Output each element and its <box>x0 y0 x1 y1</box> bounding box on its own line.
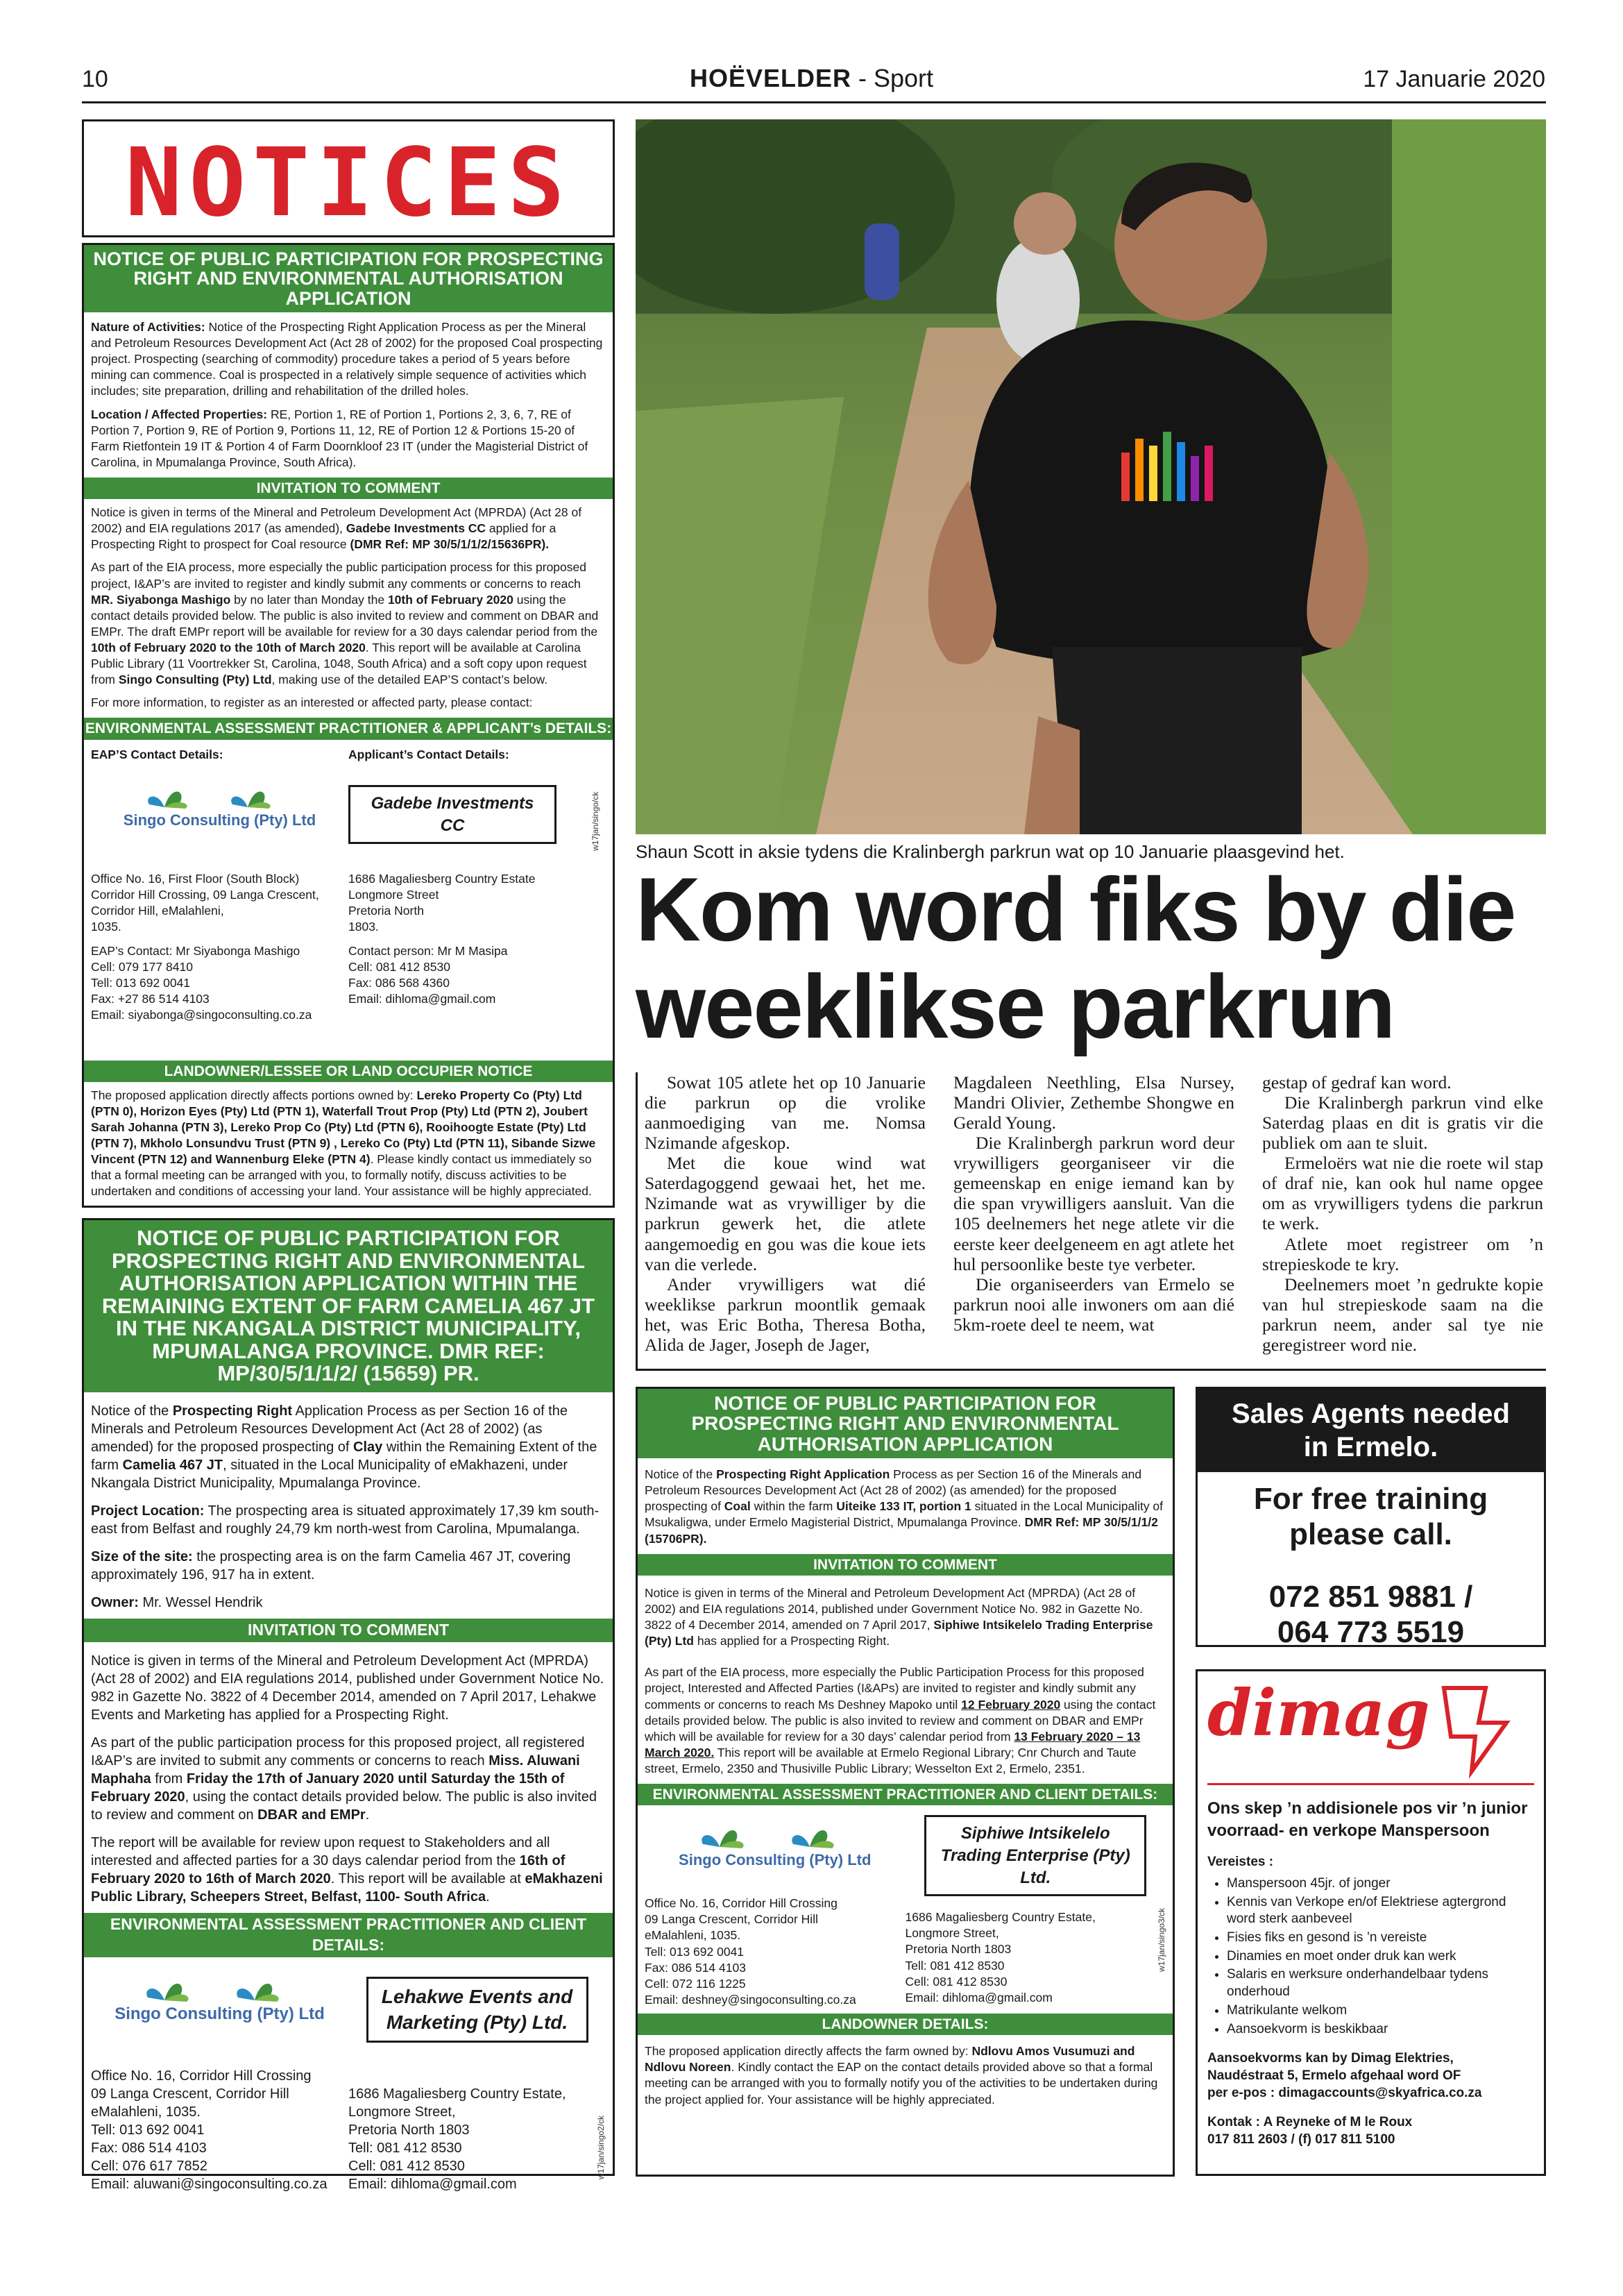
dimag-job-ad <box>1196 1669 1546 2176</box>
invitation-paragraph-1: Notice is given in terms of the Mineral and Petroleum Development Act (MPRDA) (Act 28 of 2002) and EIA regulations 2017 (as amended), Gadebe Investments CC applied for a Prospecting Right to prospect for Coal resource (DMR Ref: MP 30/5/1/1/2/15636PR). <box>91 505 582 552</box>
client-details: 1686 Magaliesberg Country Estate, Longmore Street, Pretoria North 1803 Tell: 081 412 8530 Cell: 081 412 8530 Email: dihloma@gmail.com <box>348 2086 566 2192</box>
eap-address: Office No. 16, First Floor (South Block) Corridor Hill Crossing, 09 Langa Crescent, Corridor Hill, eMalahleni, 1035. <box>91 871 319 934</box>
invitation-paragraph-3: For more information, to register as an interested or affected party, please contact: <box>91 695 533 710</box>
notice-prospecting-uiteike <box>636 1387 1175 2177</box>
invitation-paragraph-1: Notice is given in terms of the Mineral and Petroleum Development Act (MPRDA) (Act 28 of 2002) and EIA regulations 2014, published under Government Notice No. 982 in Gazette No. 3822 of 4 December 2014, amended on 7 April 2017, Lehakwe Events and Marketing has applied for a Prospecting Right. <box>91 1653 604 1723</box>
list-item: • Manspersoon 45jr. of jonger <box>1227 1875 1534 1893</box>
notice-title: NOTICE OF PUBLIC PARTICIPATION FOR PROSPECTING RIGHT AND ENVIRONMENTAL AUTHORISATION APPLICATION <box>84 245 613 312</box>
sales-phone-numbers: 072 851 9881 / 064 773 5519 <box>1268 1580 1473 1649</box>
list-item: • Aansoekvorm is beskikbaar <box>1227 2021 1534 2038</box>
notices-banner <box>82 119 615 237</box>
applicant-contact: Contact person: Mr M Masipa Cell: 081 412 8530 Fax: 086 568 4360 Email: dihloma@gmail.com <box>348 944 508 1006</box>
article-column-1: Sowat 105 atlete het op 10 Januarie die parkrun op die vrolike aanmoediging van me. Nomsa Nzimande afgeskop. Met die koue wind wat Saterdagoggend gewaai het, het me. Nzimande wat as vrywilliger by die parkrun gewerk het, die atlete aangemoedig en gou was die koue iets van die verlede. Ander vrywilligers wat dié weeklikse parkrun moontlik gemaak het, was Eric Botha, Theresa Botha, Alida de Jager, Joseph de Jager, <box>645 1072 926 1355</box>
article-body <box>636 1072 1546 1371</box>
client-company-box: Siphiwe Intsikelelo Trading Enterprise (Pty) Ltd. <box>924 1815 1146 1896</box>
location-paragraph: Project Location: The prospecting area is situated approximately 17,39 km south-east from Belfast and roughly 24,79 km north-west from Carolina, Mpumalanga. <box>91 1503 600 1537</box>
list-item: • Dinamies en moet onder druk kan werk <box>1227 1948 1534 1966</box>
invitation-paragraph-2: As part of the public participation process for this proposed project, all registered I&AP’s are invited to submit any comments or concerns to reach Miss. Aluwani Maphaha from Friday the 17th of January 2020 until Saturday the 15th of February 2020, using the contact details provided below. The public is also invited to review and comment on DBAR and EMPr. <box>91 1734 597 1823</box>
singo-logo: Singo Consulting (Pty) Ltd <box>91 1968 348 2052</box>
client-company-box: Lehakwe Events and Marketing (Pty) Ltd. <box>366 1977 588 2043</box>
dimag-logo: dimag <box>1207 1675 1430 1750</box>
invitation-heading: INVITATION TO COMMENT <box>84 1619 613 1642</box>
article-column-2: Magdaleen Neethling, Elsa Nursey, Mandri Olivier, Zethembe Shongwe en Gerald Young. Die Kralinbergh parkrun word deur vrywilligers georganiseer vir die gemeenskap en enige iemand kan by die span vrywilligers aansluit. Van die 105 deelnemers het nege atlete vir die eerste keer deelgeneem en agt atlete het hul persoonlike beste tye verbeter. Die organiseerders van Ermelo se parkrun nooi alle inwoners om aan dié 5km-roete deel te neem, wat <box>953 1072 1234 1335</box>
size-paragraph: Size of the site: the prospecting area is on the farm Camelia 467 JT, covering approximately 196, 917 ha in extent. <box>91 1548 571 1582</box>
owner-paragraph: Owner: Mr. Wessel Hendrik <box>91 1594 263 1610</box>
invitation-paragraph-1: Notice is given in terms of the Mineral and Petroleum Development Act (MPRDA) (Act 28 of 2002) and EIA regulations 2014, published under Government Notice No. 982 in Gazette No. 3822 of 4 December 2014, amended on 7 April 2017, Siphiwe Intsikelelo Trading Enterprise (Pty) Ltd has applied for a Prospecting Right. <box>645 1585 1153 1648</box>
article-column-3: gestap of gedraf kan word. Die Kralinbergh parkrun vind elke Saterdag plaas en dit is gratis vir die publiek om aan te sluit. Ermeloërs wat nie die roete wil stap of draf nie, kan ook hul name opgee om as vrywilligers tydens die parkrun te werk. Atlete moet registreer om ’n strepieskode te kry. Deelnemers moet ’n gedrukte kopie van hul strepieskode saam na die parkrun neem, ander sal tye nie geregistreer word nie. <box>1262 1072 1543 1355</box>
leaf-logo-icon <box>692 1815 858 1850</box>
header-rule <box>82 101 1546 103</box>
eap-details: Office No. 16, Corridor Hill Crossing 09 Langa Crescent, Corridor Hill eMalahleni, 1035. Tell: 013 692 0041 Fax: 086 514 4103 Cell: 076 617 7852 Email: aluwani@singoconsulting.co.za <box>91 2068 328 2192</box>
sales-body: For free training please call. <box>1253 1482 1488 1551</box>
page-number: 10 <box>82 66 108 92</box>
client-details: 1686 Magaliesberg Country Estate, Longmore Street, Pretoria North 1803 Tell: 081 412 8530 Cell: 081 412 8530 Email: dihloma@gmail.com <box>905 1910 1096 2004</box>
landowner-paragraph: The proposed application directly affects the farm owned by: Ndlovu Amos Vusumuzi and Ndlovu Noreen. Kindly contact the EAP on the contact details provided above so that a formal meeting can be arranged with you to formally notify you of the activities to be undertaken during the project applied for. Your assistance will be highly appreciated. <box>645 2044 1158 2107</box>
eap-contact: EAP’s Contact: Mr Siyabonga Mashigo Cell: 079 177 8410 Tell: 013 692 0041 Fax: +27 86 514 4103 Email: siyabonga@singoconsulting.co.za <box>91 944 312 1022</box>
section-name: - Sport <box>851 64 934 92</box>
singo-logo: Singo Consulting (Pty) Ltd <box>91 777 348 853</box>
eap-label: EAP’S Contact Details: <box>91 747 223 761</box>
requirements-list <box>1227 1875 1534 2038</box>
contact-info: Kontak : A Reyneke of M le Roux 017 811 2603 / (f) 017 811 5100 <box>1207 2115 1413 2147</box>
runner-photo-illustration <box>636 119 1546 834</box>
invitation-paragraph-2: As part of the EIA process, more especially the Public Participation Process for this proposed project, Interested and Affected Parties (I&APs) are invited to register and kindly submit any comments or concerns to reach Ms Deshney Mapoko until 12 February 2020 using the contact details provided below. The public is also invited to review and comment on DBAR and EMPr which will be available for review for a 30 days’ calendar period from 13 February 2020 – 13 March 2020. This report will be available at Ermelo Regional Library; Cnr Church and Taute street, Ermelo, 2350 and Thusiville Public Library; Wesselton Ext 2, Ermelo, 2351. <box>645 1665 1156 1775</box>
notice-title: NOTICE OF PUBLIC PARTICIPATION FOR PROSPECTING RIGHT AND ENVIRONMENTAL AUTHORISATION APPLICATION WITHIN THE REMAINING EXTENT OF FARM CAMELIA 467 JT IN THE NKANGALA DISTRICT MUNICIPALITY, MPUMALANGA PROVINCE. DMR REF: MP/30/5/1/1/2/ (15659) PR. <box>84 1220 613 1392</box>
singo-logo: Singo Consulting (Pty) Ltd <box>645 1815 906 1891</box>
lightning-arrow-icon <box>1437 1681 1520 1778</box>
ad-code: w17jan/singo3/ck <box>1157 1908 1166 1973</box>
location-paragraph: Location / Affected Properties: RE, Portion 1, RE of Portion 1, Portions 2, 3, 6, 7, RE of Portion 7, Portion 9, RE of Portion 9, Portions 11, 12, RE of Portion 12 & Portions 15-20 of Farm Rietfontein 19 IT & Portion 4 of Farm Doornkloof 23 IT (under the Magisterial District of Carolina, in Mpumalanga Province, South Africa). <box>91 407 588 469</box>
eap-heading: ENVIRONMENTAL ASSESSMENT PRACTITIONER & APPLICANT’s DETAILS: <box>84 718 613 739</box>
invitation-heading: INVITATION TO COMMENT <box>84 478 613 499</box>
headline-line-1: Kom word fiks by die <box>636 859 1515 960</box>
list-item: • Salaris en werksure onderhandelbaar tydens onderhoud <box>1227 1966 1534 2000</box>
notices-title: NOTICES <box>125 128 572 238</box>
dimag-intro: Ons skep ’n addisionele pos vir ’n junior voorraad- en verkope Manspersoon <box>1207 1799 1528 1840</box>
application-info: Aansoekvorms kan by Dimag Elektries, Naudéstraat 5, Ermelo afgehaal word OF per e-pos : dimagaccounts@skyafrica.co.za <box>1207 2051 1482 2100</box>
applicant-address: 1686 Magaliesberg Country Estate Longmore Street Pretoria North 1803. <box>348 871 536 934</box>
landowner-heading: LANDOWNER/LESSEE OR LAND OCCUPIER NOTICE <box>84 1061 613 1082</box>
applicant-label: Applicant’s Contact Details: <box>348 747 509 761</box>
intro-paragraph: Notice of the Prospecting Right Application Process as per Section 16 of the Minerals and Petroleum Resources Development Act (Act 28 of 2002) (as amended) for the proposed prospecting of Clay within the Remaining Extent of the farm Camelia 467 JT, situated in the Local Municipality of eMakhazeni, under Nkangala District Municipality, Mpumalanga Province. <box>91 1403 597 1491</box>
notice-prospecting-gadebe <box>82 243 615 1208</box>
sales-heading: Sales Agents needed in Ermelo. <box>1198 1389 1544 1472</box>
nature-paragraph: Nature of Activities: Notice of the Prospecting Right Application Process as per the Mineral and Petroleum Resources Development Act (Act 28 of 2002) for the proposed Coal prospecting project. Prospecting (searching of commodity) procedure takes a period of 5 years before mining can commence. Coal is prospected in a relatively simple sequence of activities which includes; site preparation, drilling and rehabilitation of the drilled holes. <box>91 320 603 398</box>
invitation-paragraph-2: As part of the EIA process, more especially the public participation process for this proposed project, I&AP’s are invited to register and kindly submit any comments or concerns to reach MR. Siyabonga Mashigo by no later than Monday the 10th of February 2020 using the contact details provided below. The public is also invited to review and comment on DBAR and EMPr. The draft EMPr report will be available for review for a 30 days calendar period from the 10th of February 2020 to the 10th of March 2020. This report will be available at Carolina Public Library (11 Voortrekker St, Carolina, 1048, South Africa) and a soft copy upon request from Singo Consulting (Pty) Ltd, making use of the detailed EAP’S contact’s below. <box>91 560 599 687</box>
notice-prospecting-camelia <box>82 1218 615 2192</box>
leaf-logo-icon <box>137 1968 303 2003</box>
notice-title: NOTICE OF PUBLIC PARTICIPATION FOR PROSPECTING RIGHT AND ENVIRONMENTAL AUTHORISATION APPLICATION <box>638 1389 1173 1458</box>
headline-line-2: weeklikse parkrun <box>636 956 1395 1058</box>
list-item: • Kennis van Verkope en/of Elektriese agtergrond word sterk aanbeveel <box>1227 1894 1534 1928</box>
intro-paragraph: Notice of the Prospecting Right Application Process as per Section 16 of the Minerals and Petroleum Resources Development Act (Act 28 of 2002) (as amended) for the proposed prospecting of Coal within the farm Uiteike 133 IT, portion 1 situated in the Local Municipality of Msukaligwa, under Ermelo Magisterial District, Mpumalanga Province. DMR Ref: MP 30/5/1/1/2 (15706PR). <box>645 1467 1164 1546</box>
photo-caption: Shaun Scott in aksie tydens die Kralinbergh parkrun wat op 10 Januarie plaasgevind het. <box>636 841 1345 862</box>
landowner-heading: LANDOWNER DETAILS: <box>638 2014 1173 2035</box>
invitation-paragraph-3: The report will be available for review upon request to Stakeholders and all interested and affected parties for a 30 days calendar period from the 16th of February 2020 to 16th of March 2020. This report will be available at eMakhazeni Public Library, Scheepers Street, Belfast, 1100- South Africa. <box>91 1834 603 1905</box>
eap-heading: ENVIRONMENTAL ASSESSMENT PRACTITIONER AND CLIENT DETAILS: <box>84 1913 613 1957</box>
ad-code: w17jan/singo/ck <box>590 791 600 851</box>
ad-code: w17jan/singo2/ck <box>596 2115 606 2179</box>
sales-agents-ad <box>1196 1387 1546 1647</box>
article-headline <box>636 861 1546 1056</box>
landowner-paragraph: The proposed application directly affects portions owned by: Lereko Property Co (Pty) Ltd (PTN 0), Horizon Eyes (Pty) Ltd (PTN 1), Waterfall Trout Prop (Pty) Ltd (PTN 2), Joubert Sarah Johanna (PTN 3), Lereko Prop Co (Pty) Ltd (PTN 6), Rooihoogte Estate (Pty) Ltd (PTN 7), Mkholo Lonsundvu Trust (PTN 9) , Lereko Co (Pty) Ltd (PTN 11), Sibande Sizwe Vincent (PTN 12) and Wannenburg Eleke (PTN 4). Please kindly contact us immediately so that a formal meeting can be arranged with you, to formally notify, discuss activities to be undertaken and conditions of accessing your land. Your assistance will be highly appreciated. <box>91 1088 596 1199</box>
list-item: • Fisies fiks en gesond is ’n vereiste <box>1227 1930 1534 1947</box>
runner-photo <box>636 119 1546 834</box>
list-item: • Matrikulante welkom <box>1227 2002 1534 2020</box>
issue-date: 17 Januarie 2020 <box>1363 66 1545 92</box>
publication-name: HOËVELDER <box>689 64 851 92</box>
requirements-label: Vereistes : <box>1207 1855 1274 1870</box>
eap-details: Office No. 16, Corridor Hill Crossing 09 Langa Crescent, Corridor Hill eMalahleni, 1035. Tell: 013 692 0041 Fax: 086 514 4103 Cell: 072 116 1225 Email: deshney@singoconsulting.co.za <box>645 1896 856 2007</box>
leaf-logo-icon <box>144 777 296 810</box>
invitation-heading: INVITATION TO COMMENT <box>638 1554 1173 1576</box>
eap-heading: ENVIRONMENTAL ASSESSMENT PRACTITIONER AND CLIENT DETAILS: <box>638 1784 1173 1805</box>
applicant-company-box: Gadebe Investments CC <box>348 785 556 844</box>
